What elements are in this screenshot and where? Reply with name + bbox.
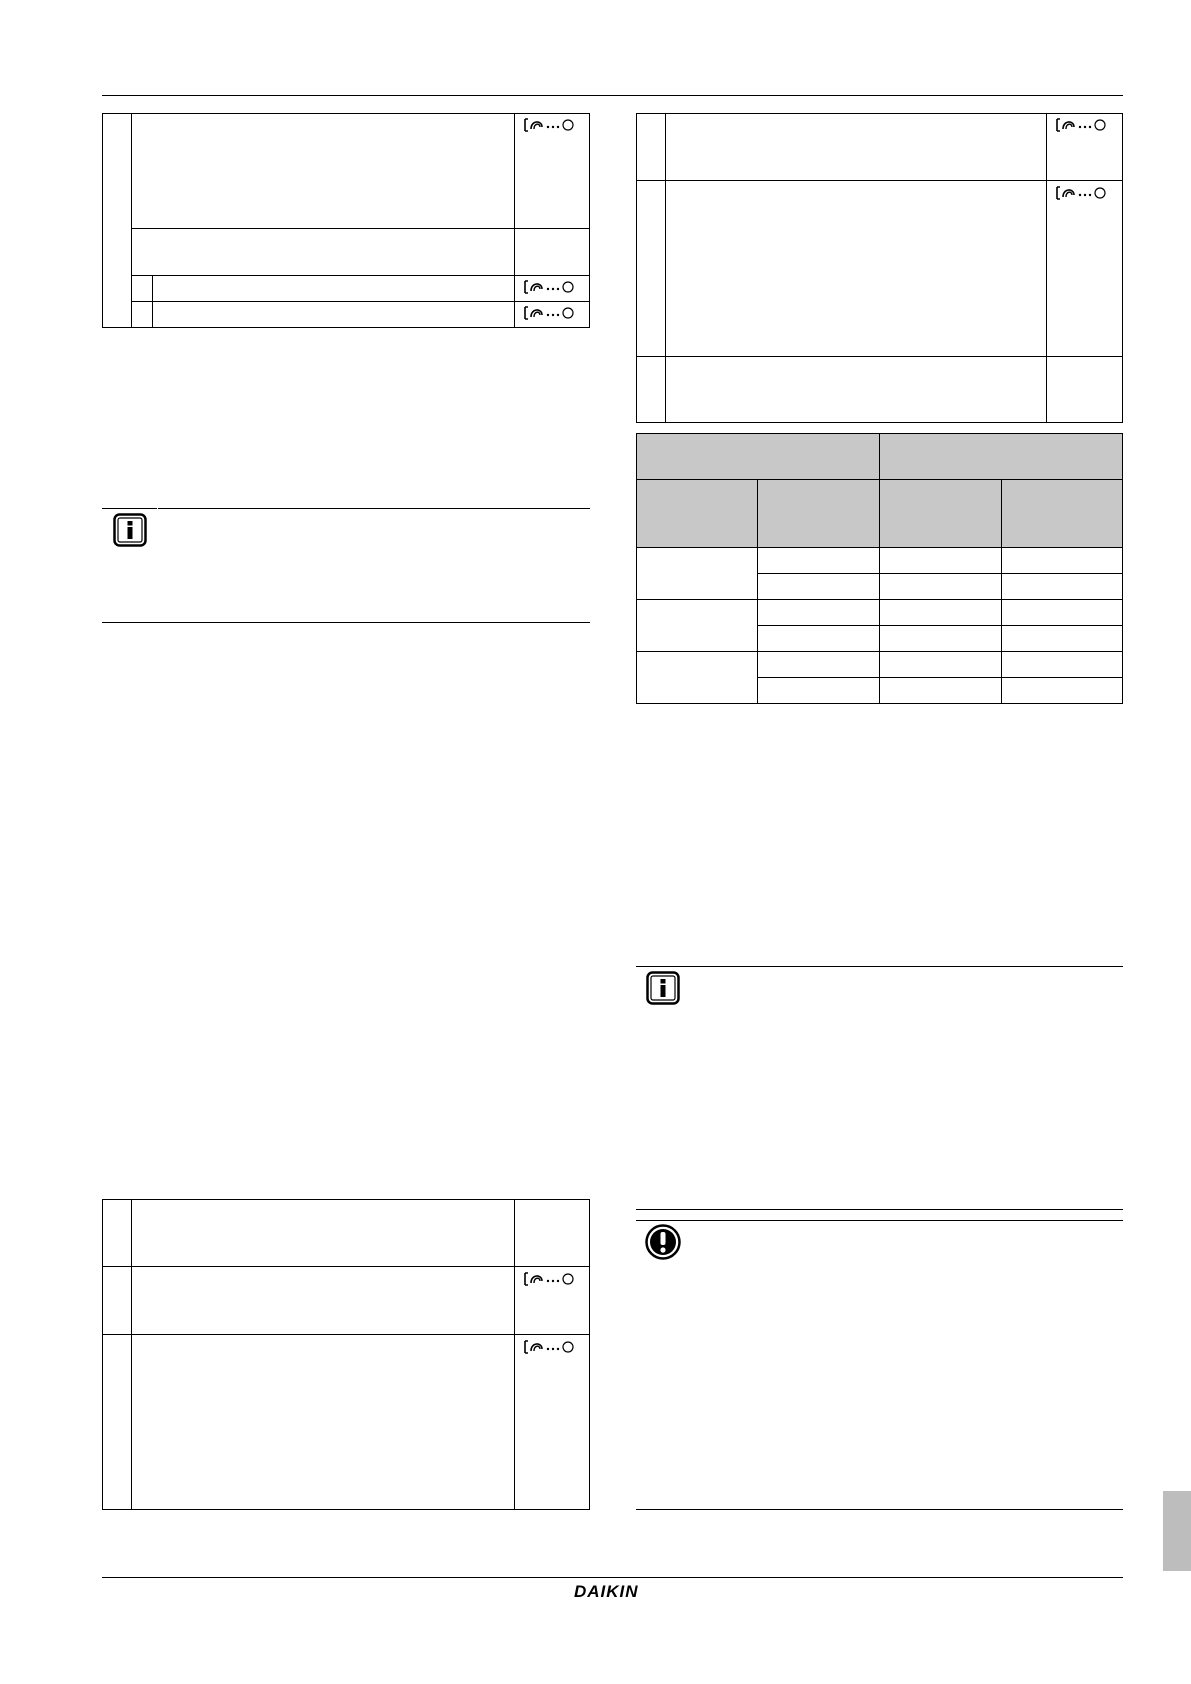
information-icon [113,513,147,547]
warning-box-bottom-rule [636,1509,1123,1510]
table1-row-divider [131,228,590,229]
table4-col-divider [879,433,880,704]
remote-control-icon [522,1271,578,1287]
settings-table-2 [102,1199,590,1510]
remote-control-icon [522,305,578,321]
table4-row-divider [636,599,1123,600]
table4-row-divider [636,479,1123,480]
table3-row-divider [636,356,1123,357]
table4-row-divider [636,547,1123,548]
info-box-divider [157,508,158,622]
language-side-tab [1163,1491,1191,1571]
settings-table-3 [636,113,1123,423]
remote-control-icon [1054,185,1110,201]
settings-table-1 [102,113,590,328]
header-rule [102,95,1123,96]
info-box-top-rule [102,508,590,509]
table4-row-divider [757,677,1123,678]
table3-row-divider [636,180,1123,181]
remote-control-icon [1054,117,1110,133]
information-icon [646,971,680,1005]
remote-control-icon [522,279,578,295]
remote-control-icon [522,1339,578,1355]
table2-row-divider [102,1266,590,1267]
table1-col-divider [131,113,132,328]
table1-row-divider [131,301,590,302]
daikin-logo: DAIKIN [574,1582,639,1601]
table4-row-divider [757,573,1123,574]
table3-col-divider [665,113,666,423]
exclamation-warning-icon [645,1224,681,1260]
table4-row-divider [636,651,1123,652]
table4-col-divider [1001,479,1002,704]
footer-rule [102,1577,1123,1578]
table2-col-divider [514,1199,515,1510]
warning-box-top-rule [636,1209,1123,1210]
table1-row-divider [131,275,590,276]
table4-row-divider [757,625,1123,626]
table4-col-divider [757,479,758,704]
info-box-bottom-rule [102,622,590,623]
remote-control-icon [522,117,578,133]
table3-col-divider [1046,113,1047,423]
info-box-top-rule [636,966,1123,967]
table1-sub-divider [152,275,153,328]
table1-col-divider [514,113,515,328]
warning-box-top-rule-2 [636,1220,1123,1221]
table2-row-divider [102,1334,590,1335]
table2-col-divider [131,1199,132,1510]
